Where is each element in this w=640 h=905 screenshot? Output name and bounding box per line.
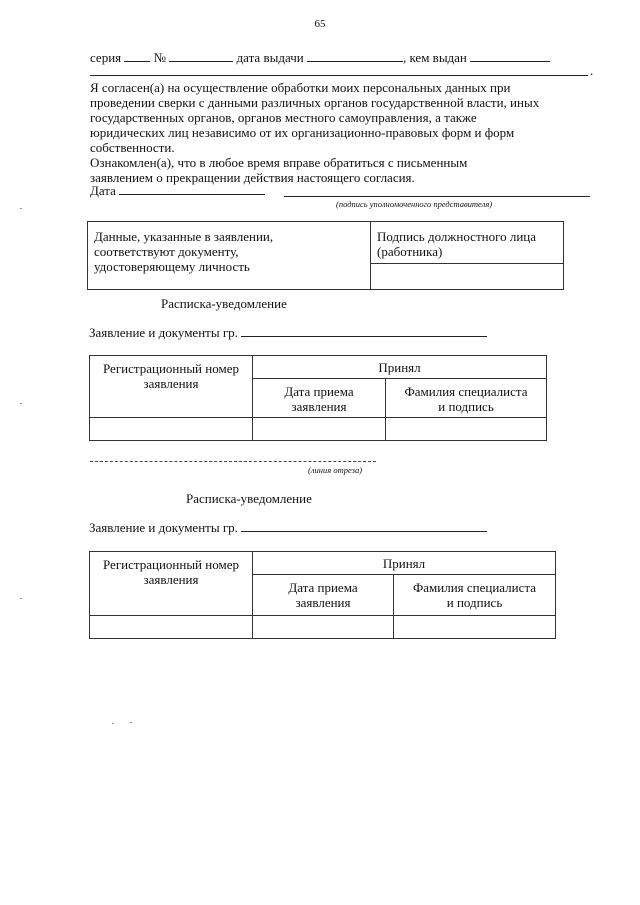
consent-line: Я согласен(а) на осуществление обработки моих персональных данных при [90,80,511,95]
date-received-header-line: заявления [295,595,351,611]
issued-by-label: , кем выдан [402,50,467,65]
signature-field[interactable] [284,196,590,197]
issue-date-label: дата выдачи [236,50,304,65]
specialist-field[interactable] [386,418,547,441]
reg-number-header-line: Регистрационный номер [103,361,239,376]
date-received-header-line: Дата приема [288,580,358,596]
consent-line: государственных органов, органов местного самоуправления, а также [90,110,477,125]
verification-statement-line: соответствуют документу, [94,244,239,259]
date-line [90,182,265,199]
acknowledgement-line: Ознакомлен(а), что в любое время вправе обратиться с письменным [90,155,468,170]
accepted-header: Принял [253,552,556,575]
verification-table [87,221,564,290]
specialist-header [386,379,547,418]
scan-speck [130,722,132,723]
specialist-header-line: и подпись [446,595,503,611]
scan-speck [20,598,22,599]
signature-caption: (подпись уполномоченного представителя) [336,199,493,209]
applicant-name-field[interactable] [241,519,487,532]
receipt-title: Расписка-уведомление [186,491,312,506]
scan-speck [20,208,22,209]
date-received-header-line: заявления [291,399,347,415]
receipt-table [89,551,556,639]
specialist-header-line: и подпись [438,399,494,415]
date-received-header [253,379,386,418]
end-mark: . [590,63,594,78]
date-received-header-line: Дата приема [284,384,354,400]
receipt-statement-line [89,519,487,536]
issued-by-continuation-field[interactable] [90,75,588,76]
date-received-field[interactable] [253,616,394,639]
specialist-field[interactable] [394,616,556,639]
date-received-field[interactable] [253,418,386,441]
issued-by-field[interactable] [470,49,550,62]
receipt-statement-label: Заявление и документы гр. [89,520,238,535]
specialist-header-line: Фамилия специалиста [404,384,528,400]
issue-date-field[interactable] [307,49,403,62]
number-field[interactable] [169,49,233,62]
acknowledgement-line: заявлением о прекращении действия настоящего согласия. [90,170,415,185]
applicant-name-field[interactable] [241,324,487,337]
consent-text [90,80,594,185]
consent-line: проведении сверки с данными различных органов государственной власти, иных [90,95,540,110]
consent-line: собственности. [90,140,175,155]
date-label: Дата [90,183,116,198]
specialist-header [394,575,556,616]
cut-line-caption: (линия отреза) [308,465,363,475]
scan-speck [112,723,114,724]
date-field[interactable] [119,182,265,195]
series-label: серия [90,50,122,65]
official-signature-header [371,222,564,264]
series-field[interactable] [124,49,150,62]
reg-number-header [90,552,253,616]
reg-number-field[interactable] [90,418,253,441]
verification-statement-line: удостоверяющему личность [94,259,250,274]
official-signature-line: (работника) [377,244,443,259]
reg-number-header-line: заявления [143,376,199,391]
reg-number-field[interactable] [90,616,253,639]
accepted-header: Принял [253,356,547,379]
page-number: 65 [314,18,326,30]
date-received-header [253,575,394,616]
verification-statement-line: Данные, указанные в заявлении, [94,229,274,244]
receipt-title: Расписка-уведомление [161,296,287,311]
cut-line [90,461,376,462]
consent-line: юридических лиц независимо от их организационно-правовых форм и форм [90,125,515,140]
reg-number-header-line: заявления [143,572,199,587]
receipt-statement-line [89,324,487,341]
scan-speck [20,403,22,404]
specialist-header-line: Фамилия специалиста [412,580,537,596]
receipt-table [89,355,547,441]
reg-number-header-line: Регистрационный номер [103,557,239,572]
reg-number-header [90,356,253,418]
verification-statement-cell [88,222,371,290]
official-signature-field[interactable] [371,263,564,289]
official-signature-line: Подпись должностного лица [377,229,537,244]
number-label: № [153,50,167,65]
passport-line [90,49,550,66]
receipt-statement-label: Заявление и документы гр. [89,325,238,340]
